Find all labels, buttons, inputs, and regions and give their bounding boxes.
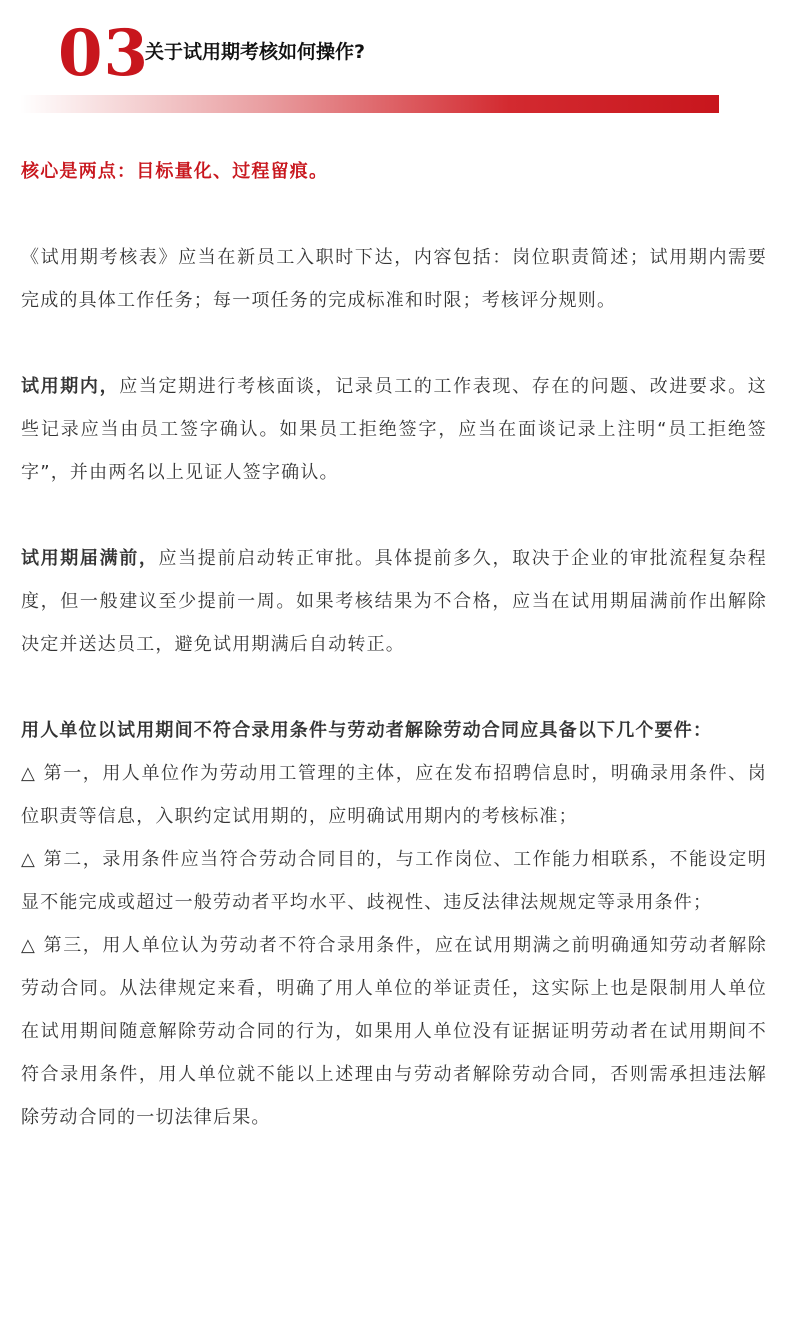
paragraph-text: 应当定期进行考核面谈，记录员工的工作表现、存在的问题、改进要求。这些记录应当由员工签字确认。如果员工拒绝签字，应当在面谈记录上注明“员工拒绝签字”，并由两名以上见证人签字确认。 bbox=[21, 376, 767, 483]
section-number: 03 bbox=[58, 16, 150, 91]
article-body bbox=[21, 150, 767, 1139]
requirements-heading: 用人单位以试用期间不符合录用条件与劳动者解除劳动合同应具备以下几个要件： bbox=[21, 720, 713, 741]
requirement-item-1: △ 第一，用人单位作为劳动用工管理的主体，应在发布招聘信息时，明确录用条件、岗位职责等信息，入职约定试用期的，应明确试用期内的考核标准； bbox=[21, 763, 767, 827]
paragraph-text: 应当提前启动转正审批。具体提前多久，取决于企业的审批流程复杂程度，但一般建议至少提前一周。如果考核结果为不合格，应当在试用期届满前作出解除决定并送达员工，避免试用期满后自动转正。 bbox=[21, 548, 768, 655]
paragraph-gap bbox=[21, 666, 767, 709]
section-header bbox=[0, 0, 786, 120]
key-point: 核心是两点：目标量化、过程留痕。 bbox=[21, 161, 329, 182]
requirement-item-3: △ 第三，用人单位认为劳动者不符合录用条件，应在试用期满之前明确通知劳动者解除劳动合同。从法律规定来看，明确了用人单位的举证责任，这实际上也是限制用人单位在试用期间随意解除劳动合同的行为，如果用人单位没有证据证明劳动者在试用期间不符合录用条件，用人单位就不能以上述理由与劳动者解除劳动合同，否则需承担违法解除劳动合同的一切法律后果。 bbox=[21, 935, 767, 1128]
paragraph-lead: 试用期内， bbox=[21, 376, 120, 397]
requirement-item-2: △ 第二，录用条件应当符合劳动合同目的，与工作岗位、工作能力相联系，不能设定明显不能完成或超过一般劳动者平均水平、歧视性、违反法律法规规定等录用条件； bbox=[21, 849, 767, 913]
paragraph-during-probation bbox=[21, 365, 767, 494]
section-title: 关于试用期考核如何操作? bbox=[145, 41, 366, 63]
paragraph-assessment-form: 《试用期考核表》应当在新员工入职时下达，内容包括：岗位职责简述；试用期内需要完成的具体工作任务；每一项任务的完成标准和时限；考核评分规则。 bbox=[21, 247, 767, 311]
paragraph-gap bbox=[21, 193, 767, 236]
paragraph-lead: 试用期届满前， bbox=[21, 548, 159, 569]
gradient-divider-bar bbox=[20, 95, 719, 113]
paragraph-gap bbox=[21, 322, 767, 365]
paragraph-before-expiry bbox=[21, 537, 767, 666]
paragraph-gap bbox=[21, 494, 767, 537]
